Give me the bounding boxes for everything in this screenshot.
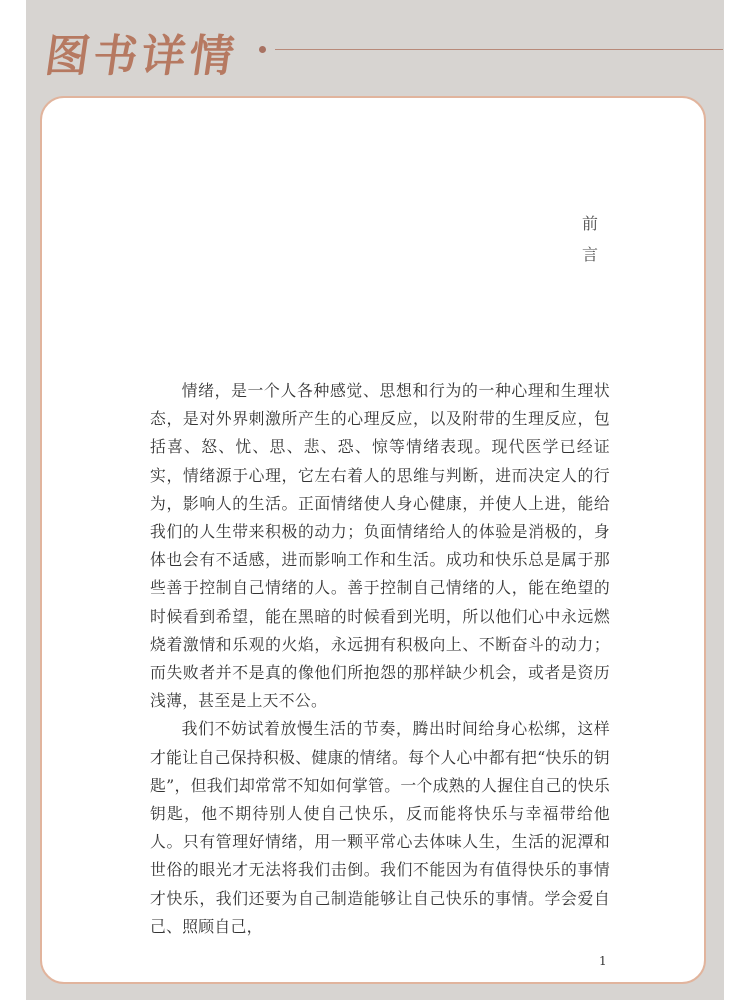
chapter-title: 前 言 — [582, 214, 599, 264]
header-title: 图书详情 — [41, 31, 241, 82]
section-header — [42, 14, 732, 84]
header-divider-line — [275, 49, 723, 50]
paragraph-2: 我们不妨试着放慢生活的节奏，腾出时间给身心松绑，这样才能让自己保持积极、健康的情绪。每个人心中都有把“快乐的钥匙”，但我们却常常不知如何掌管。一个成熟的人握住自己的快乐钥匙，他不期待别人使自己快乐，反而能将快乐与幸福带给他人。只有管理好情绪，用一颗平常心去体味人生，生活的泥潭和世俗的眼光才无法将我们击倒。我们不能因为有值得快乐的事情才快乐，我们还要为自己制造能够让自己快乐的事情。学会爱自己、照顾自己， — [150, 719, 610, 936]
paragraph-1: 情绪，是一个人各种感觉、思想和行为的一种心理和生理状态，是对外界刺激所产生的心理反应，以及附带的生理反应，包括喜、怒、忧、思、悲、恐、惊等情绪表现。现代医学已经证实，情绪源于心理，它左右着人的思维与判断，进而决定人的行为，影响人的生活。正面情绪使人身心健康，并使人上进，能给我们的人生带来积极的动力；负面情绪给人的体验是消极的，身体也会有不适感，进而影响工作和生活。成功和快乐总是属于那些善于控制自己情绪的人。善于控制自己情绪的人，能在绝望的时候看到希望，能在黑暗的时候看到光明，所以他们心中永远燃烧着激情和乐观的火焰，永远拥有积极向上、不断奋斗的动力；而失败者并不是真的像他们所抱怨的那样缺少机会，或者是资历浅薄，甚至是上天不公。 — [150, 381, 610, 711]
header-dot-decoration — [259, 46, 266, 53]
body-text — [150, 377, 610, 941]
page-number: 1 — [599, 954, 607, 968]
book-page-preview — [40, 96, 706, 984]
